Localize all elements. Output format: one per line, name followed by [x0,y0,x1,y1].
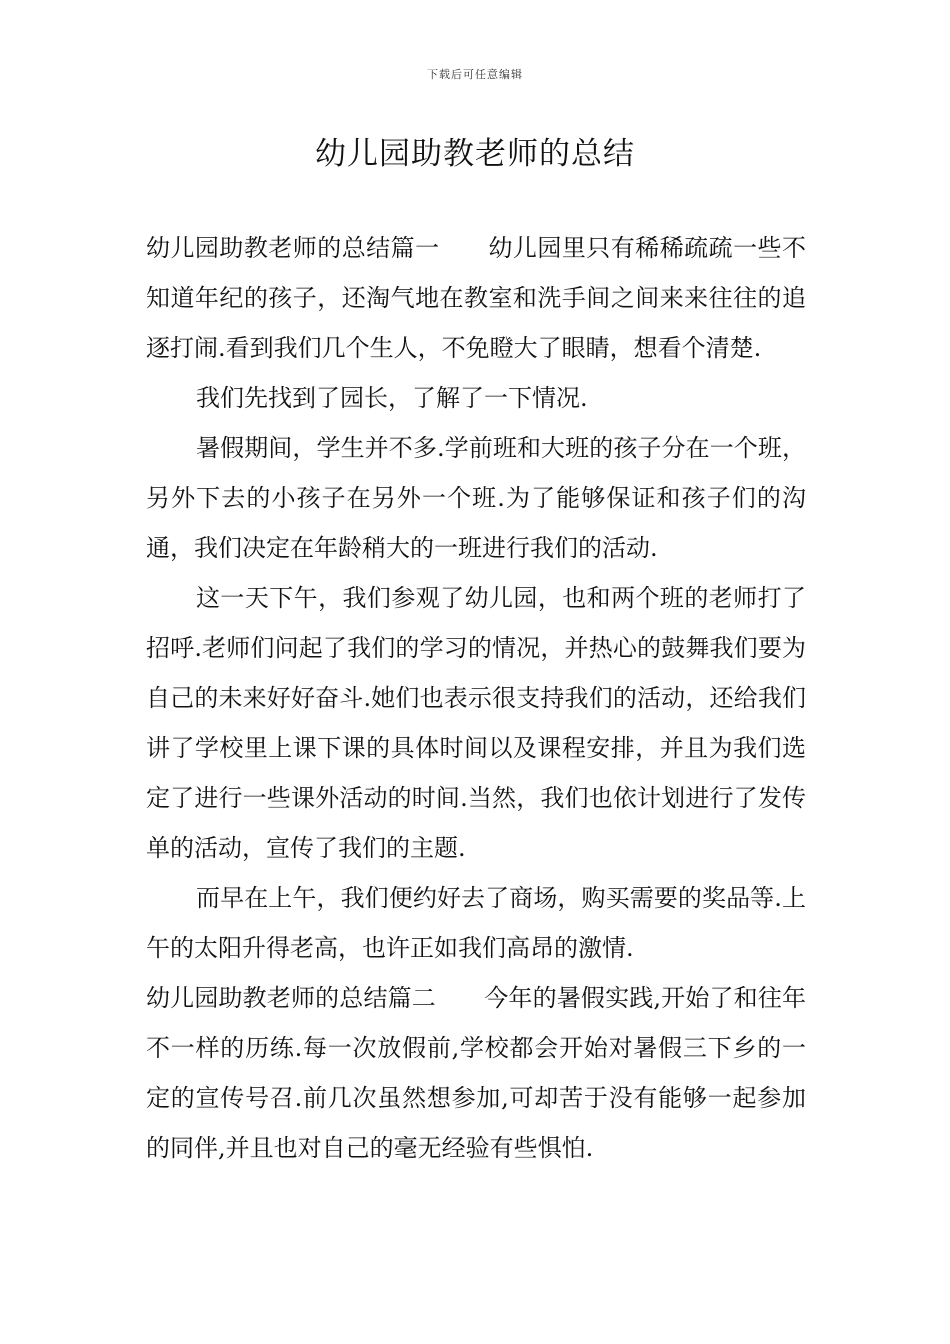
paragraph-2: 我们先找到了园长，了解了一下情况. [196,384,588,412]
paragraph-3: 暑假期间，学生并不多.学前班和大班的孩子分在一个班，另外下去的小孩子在另外一个班.为了能够保证和孩子们的沟通，我们决定在年龄稍大的一班进行我们的活动. [146,434,806,562]
paragraph-1: 幼儿园助教老师的总结篇一 幼儿园里只有稀稀疏疏一些不知道年纪的孩子，还淘气地在教室和洗手间之间来来往往的追逐打闹.看到我们几个生人，不免瞪大了眼睛，想看个清楚. [146,234,806,362]
paragraph-5: 而早在上午，我们便约好去了商场，购买需要的奖品等.上午的太阳升得老高，也许正如我们高昂的激情. [146,884,806,962]
document-title: 幼儿园助教老师的总结 [315,136,635,172]
header-note: 下载后可任意编辑 [427,68,523,81]
paragraph-6: 幼儿园助教老师的总结篇二 今年的暑假实践,开始了和往年不一样的历练.每一次放假前,学校都会开始对暑假三下乡的一定的宣传号召.前几次虽然想参加,可却苦于没有能够一起参加的同伴,并且也对自己的毫无经验有些惧怕. [146,984,806,1162]
document-body [146,223,806,1173]
paragraph-4: 这一天下午，我们参观了幼儿园，也和两个班的老师打了招呼.老师们问起了我们的学习的情况，并热心的鼓舞我们要为自己的未来好好奋斗.她们也表示很支持我们的活动，还给我们讲了学校里上课下课的具体时间以及课程安排，并且为我们选定了进行一些课外活动的时间.当然，我们也依计划进行了发传单的活动，宣传了我们的主题. [146,584,806,862]
